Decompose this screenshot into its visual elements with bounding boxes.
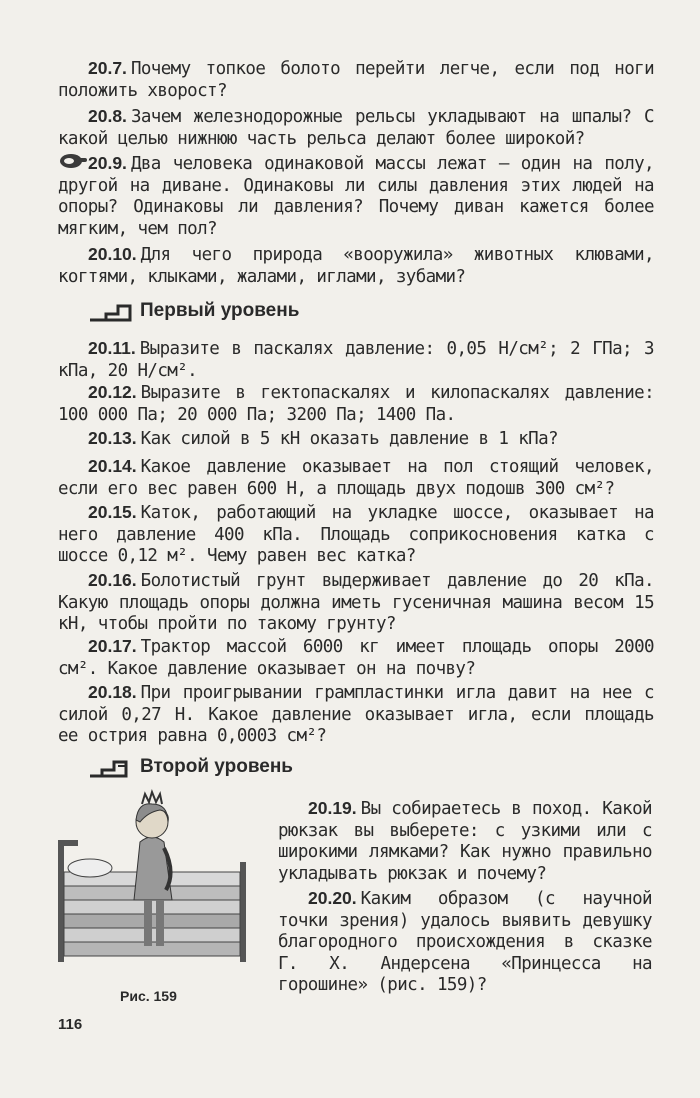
problem-number: 20.8.: [88, 106, 127, 126]
problem-text: Вы собираетесь в поход. Какой рюкзак вы выберете: с узкими или с широкими лямками? Как нужно правильно укладывать рюкзак и почему?: [278, 799, 652, 884]
problem-20-9: [58, 153, 654, 240]
problem-20-18: [58, 682, 654, 748]
problem-20-7: [58, 58, 654, 102]
steps-icon: [88, 756, 132, 778]
page-number: 116: [58, 1016, 83, 1033]
problem-number: 20.15.: [88, 502, 137, 522]
problem-text: Каким образом (с научной точки зрения) удалось выявить девушку благородного происхождения в сказке Г. Х. Андерсена «Принцесса на горошине» (рис. 159)?: [278, 889, 652, 995]
problem-number: 20.12.: [88, 382, 137, 402]
problem-number: 20.20.: [308, 888, 357, 908]
problem-text: Каток, работающий на укладке шоссе, оказывает на него давление 400 кПа. Площадь соприкосновения катка с шоссе 0,12 м². Чему равен вес катка?: [58, 503, 654, 566]
problem-number: 20.14.: [88, 456, 137, 476]
problem-number: 20.9.: [88, 153, 127, 173]
level-1-title: Первый уровень: [140, 300, 300, 321]
problem-20-16: [58, 570, 654, 636]
problem-20-12: [58, 382, 654, 426]
figure-caption: Рис. 159: [120, 988, 177, 1004]
problem-20-11: [58, 338, 654, 382]
problem-number: 20.11.: [88, 338, 136, 358]
problem-number: 20.7.: [88, 58, 127, 78]
problem-number: 20.13.: [88, 428, 137, 448]
problem-text: Почему топкое болото перейти легче, если под ноги положить хворост?: [58, 59, 654, 101]
problem-text: Болотистый грунт выдерживает давление до 20 кПа. Какую площадь опоры должна иметь гусеничная машина весом 15 кН, чтобы пройти по такому грунту?: [58, 571, 654, 634]
problem-20-13: [58, 428, 654, 451]
level-2-title: Второй уровень: [140, 756, 293, 777]
problem-number: 20.10.: [88, 244, 137, 264]
problem-20-10: [58, 244, 654, 288]
problem-number: 20.19.: [308, 798, 357, 818]
level-1-heading: [88, 300, 299, 322]
problem-text: Выразите в гектопаскалях и килопаскалях давление: 100 000 Па; 20 000 Па; 3200 Па; 1400 Па.: [58, 383, 654, 425]
problem-number: 20.16.: [88, 570, 137, 590]
problem-20-17: [58, 636, 654, 680]
problem-20-20: [278, 888, 652, 997]
problem-20-8: [58, 106, 654, 150]
problem-number: 20.17.: [88, 636, 137, 656]
steps-icon: [88, 300, 132, 322]
problem-text: Для чего природа «вооружила» животных клювами, когтями, клыками, жалами, иглами, зубами?: [58, 245, 654, 287]
level-2-heading: [88, 756, 293, 778]
problem-text: Трактор массой 6000 кг имеет площадь опоры 2000 см². Какое давление оказывает он на почву?: [58, 637, 654, 679]
problem-text: Два человека одинаковой массы лежат — один на полу, другой на диване. Одинаковы ли силы давления этих людей на опоры? Одинаковы ли давления? Почему диван кажется более мягким, чем пол?: [58, 154, 654, 239]
problem-text: Выразите в паскалях давление: 0,05 Н/см²; 2 ГПа; 3 кПа, 20 Н/см².: [58, 339, 654, 381]
problem-text: При проигрывании грампластинки игла давит на нее с силой 0,27 Н. Какое давление оказывает игла, если площадь ее острия равна 0,0003 см²?: [58, 683, 654, 746]
problem-text: Как силой в 5 кН оказать давление в 1 кПа?: [140, 429, 558, 449]
problem-text: Зачем железнодорожные рельсы укладывают на шпалы? С какой целью нижнюю часть рельса делают более широкой?: [58, 107, 654, 149]
problem-20-19: [278, 798, 652, 885]
problem-number: 20.18.: [88, 682, 137, 702]
problem-20-14: [58, 456, 654, 500]
princess-and-pea-illustration: [52, 782, 256, 970]
problem-20-15: [58, 502, 654, 568]
problem-text: Какое давление оказывает на пол стоящий человек, если его вес равен 600 Н, а площадь двух подошв 300 см²?: [58, 457, 654, 499]
